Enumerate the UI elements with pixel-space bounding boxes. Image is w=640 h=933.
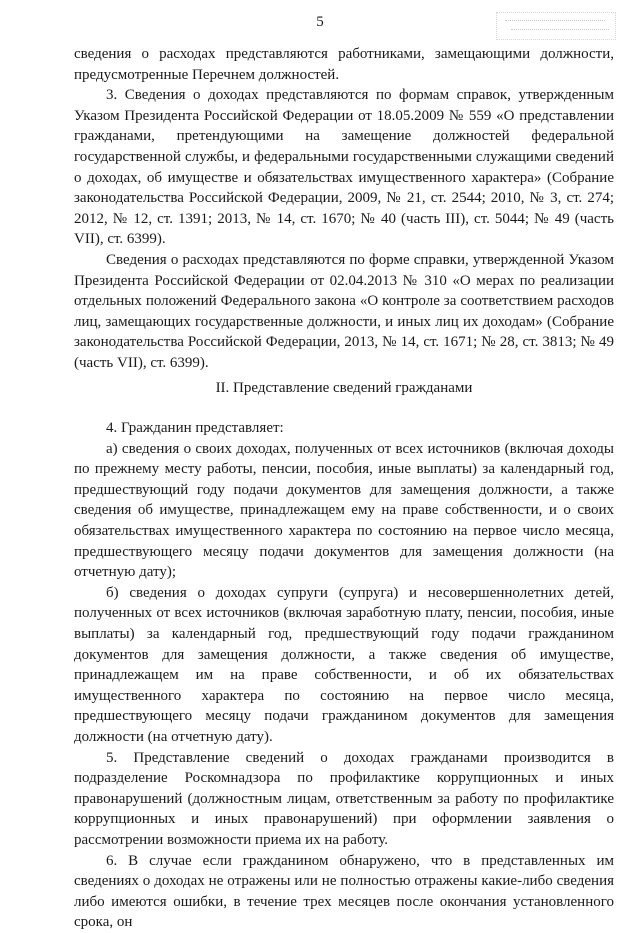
paragraph-5: 5. Представление сведений о доходах гражданами производится в подразделение Роскомнадзора по профилактике коррупционных и иных правонарушений (должностным лицам, ответственным за работу по профилактике коррупционных и иных правонарушений) при оформлении заявления о рассмотрении возможности приема их на работу. (74, 749, 614, 848)
registration-stamp (496, 12, 616, 40)
paragraph-3-income-forms: 3. Сведения о доходах представляются по формам справок, утвержденным Указом Президента Российской Федерации от 18.05.2009 № 559 «О представлении гражданами, претендующими на замещение должностей федеральной государственной службы, и федеральными государственными служащими сведений о доходах, об имуществе и обязательствах имущественного характера» (Собрание законодательства Российской Федерации, 2009, № 21, ст. 2544; 2010, № 3, ст. 274; 2012, № 12, ст. 1391; 2013, № 14, ст. 1670; № 40 (часть III), ст. 5044; № 49 (часть VII), ст. 6399). (74, 87, 614, 248)
paragraph-4: 4. Гражданин представляет: (106, 420, 284, 437)
paragraph-6: 6. В случае если гражданином обнаружено, что в представленных им сведениях о доходах не отражены или не полностью отражены какие-либо сведения либо имеются ошибки, в течение трех месяцев после окончания установленного срока, он (74, 852, 614, 931)
paragraph-expenses-workers: сведения о расходах представляются работниками, замещающими должности, предусмотренные Перечнем должностей. (74, 46, 614, 83)
paragraph-expenses-form: Сведения о расходах представляются по форме справки, утвержденной Указом Президента Российской Федерации от 02.04.2013 № 310 «О мерах по реализации отдельных положений Федерального закона «О контроле за соответствием расходов лиц, замещающих государственные должности, и иных лиц их доходам» (Собрание законодательства Российской Федерации, 2013, № 14, ст. 1671; № 28, ст. 3813; № 49 (часть VII), ст. 6399). (74, 251, 614, 371)
document-body (74, 44, 614, 933)
page-number: 5 (316, 14, 324, 30)
paragraph-4a: а) сведения о своих доходах, полученных от всех источников (включая доходы по прежнему месту работы, пенсии, пособия, иные выплаты) за календарный год, предшествующий году подачи документов для замещения должности, а также сведения об имуществе, принадлежащем ему на праве собственности, и о своих обязательствах имущественного характера по состоянию на первое число месяца, предшествующего месяцу подачи документов для замещения должности (на отчетную дату); (74, 440, 614, 581)
paragraph-4b: б) сведения о доходах супруги (супруга) и несовершеннолетних детей, полученных от всех источников (включая заработную плату, пенсии, пособия, иные выплаты) за календарный год, предшествующий году подачи гражданином документов для замещения должности, а также сведения об имуществе, принадлежащем им на праве собственности, и об их обязательствах имущественного характера по состоянию на первое число месяца, предшествующего месяцу подачи гражданином документов для замещения должности (на отчетную дату). (74, 584, 614, 745)
section-heading: II. Представление сведений гражданами (215, 379, 473, 396)
